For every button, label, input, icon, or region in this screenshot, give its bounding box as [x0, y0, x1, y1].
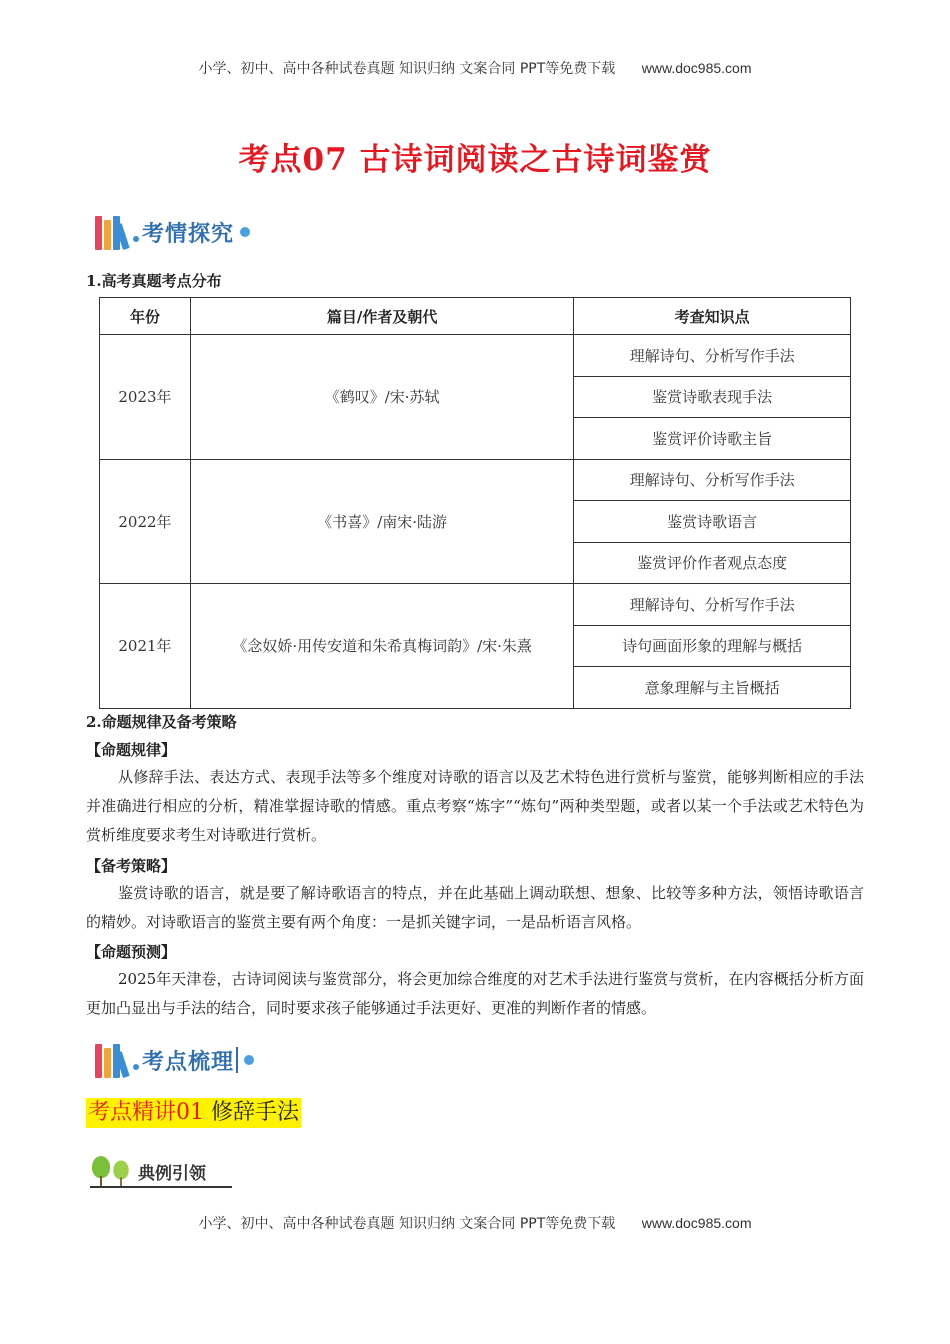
label-strategy: 【备考策略】	[86, 857, 177, 875]
footer-text: 小学、初中、高中各种试卷真题 知识归纳 文案合同 PPT等免费下载	[198, 1216, 616, 1232]
table-row	[100, 584, 851, 626]
dot-icon	[240, 227, 250, 237]
highlight-prefix: 考点精讲01	[88, 1100, 204, 1125]
label-prediction: 【命题预测】	[86, 943, 177, 961]
dot-icon	[244, 1055, 254, 1065]
page-title: 考点07 古诗词阅读之古诗词鉴赏	[238, 142, 712, 178]
point-cell: 鉴赏诗歌语言	[574, 501, 851, 543]
cursor-bar	[236, 1047, 238, 1073]
section-heading-distribution: 1.高考真题考点分布	[86, 272, 222, 290]
badge-key-points	[93, 1038, 254, 1082]
tree-icon	[92, 1156, 110, 1186]
books-icon	[93, 214, 133, 250]
point-cell: 意象理解与主旨概括	[574, 667, 851, 709]
badge-exam-analysis	[93, 210, 250, 254]
work-cell: 《念奴娇·用传安道和朱希真梅词韵》/宋·朱熹	[190, 584, 573, 709]
books-icon	[93, 1042, 133, 1078]
table-header-row	[100, 298, 851, 335]
example-badge	[90, 1150, 232, 1190]
header-text: 小学、初中、高中各种试卷真题 知识归纳 文案合同 PPT等免费下载	[198, 61, 616, 77]
footer-url[interactable]: www.doc985.com	[641, 1215, 752, 1231]
point-cell: 理解诗句、分析写作手法	[574, 335, 851, 377]
dot-icon	[133, 236, 139, 242]
section-heading-strategy: 2.命题规律及备考策略	[86, 713, 237, 731]
divider	[90, 1186, 232, 1188]
example-text: 典例引领	[138, 1164, 206, 1184]
table-header: 篇目/作者及朝代	[190, 298, 573, 335]
work-cell: 《书喜》/南宋·陆游	[190, 459, 573, 584]
page-header	[0, 58, 950, 78]
header-url[interactable]: www.doc985.com	[641, 60, 752, 76]
tree-icon	[113, 1161, 128, 1187]
page-footer	[0, 1213, 950, 1233]
work-cell: 《鹤叹》/宋·苏轼	[190, 335, 573, 460]
point-cell: 理解诗句、分析写作手法	[574, 459, 851, 501]
paragraph-strategy: 鉴赏诗歌的语言，就是要了解诗歌语言的特点，并在此基础上调动联想、想象、比较等多种方法，领悟诗歌语言的精妙。对诗歌语言的鉴赏主要有两个角度：一是抓关键字词，一是品析语言风格。	[86, 884, 864, 931]
point-cell: 鉴赏评价诗歌主旨	[574, 418, 851, 460]
badge-text: 考情探究	[142, 221, 235, 247]
year-cell: 2021年	[100, 584, 191, 709]
badge-text: 考点梳理	[142, 1049, 235, 1075]
paragraph-prediction: 2025年天津卷，古诗词阅读与鉴赏部分，将会更加综合维度的对艺术手法进行鉴赏与赏析，在内容概括分析方面更加凸显出与手法的结合，同时要求孩子能够通过手法更好、更准的判断作者的情感。	[86, 970, 864, 1017]
exam-distribution-table	[99, 297, 851, 709]
table-row	[100, 459, 851, 501]
highlighted-section-title	[86, 1098, 301, 1128]
paragraph-pattern: 从修辞手法、表达方式、表现手法等多个维度对诗歌的语言以及艺术特色进行赏析与鉴赏，能够判断相应的手法并准确进行相应的分析，精准掌握诗歌的情感。重点考察“炼字”“炼句”两种类型题，或者以某一个手法或艺术特色为赏析维度要求考生对诗歌进行赏析。	[86, 768, 864, 844]
highlight-rest: 修辞手法	[204, 1100, 299, 1125]
label-pattern: 【命题规律】	[86, 741, 177, 759]
table-row	[100, 335, 851, 377]
table-header: 考查知识点	[574, 298, 851, 335]
year-cell: 2023年	[100, 335, 191, 460]
point-cell: 鉴赏诗歌表现手法	[574, 376, 851, 418]
point-cell: 理解诗句、分析写作手法	[574, 584, 851, 626]
point-cell: 诗句画面形象的理解与概括	[574, 625, 851, 667]
table-header: 年份	[100, 298, 191, 335]
point-cell: 鉴赏评价作者观点态度	[574, 542, 851, 584]
dot-icon	[133, 1064, 139, 1070]
year-cell: 2022年	[100, 459, 191, 584]
